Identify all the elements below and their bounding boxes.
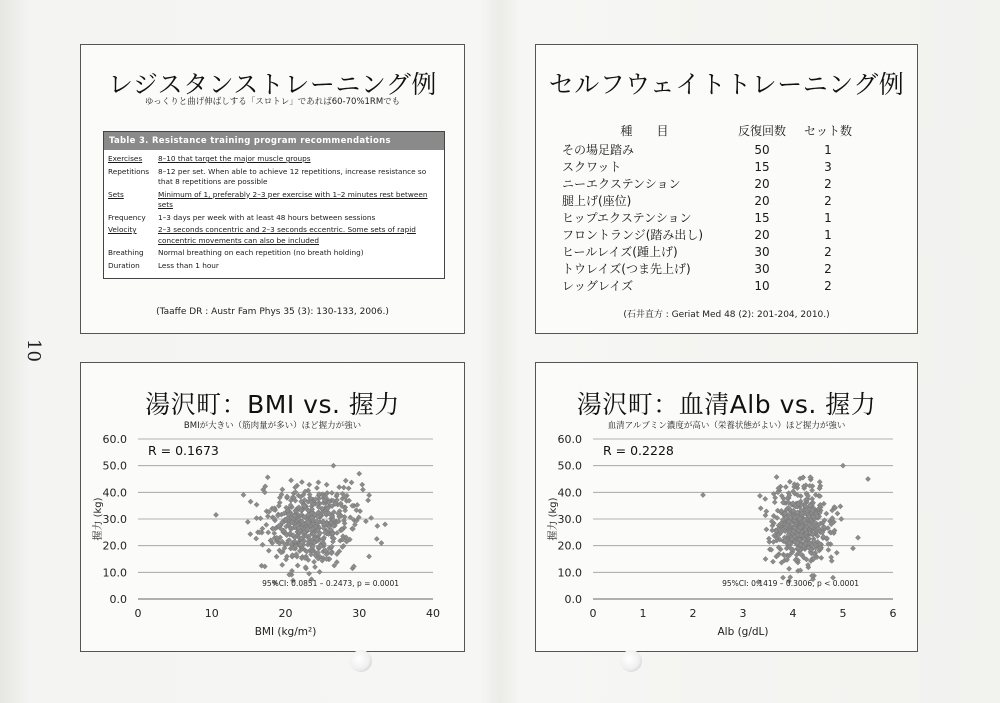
data-point (260, 542, 265, 547)
data-point (311, 559, 316, 564)
scatter-points (213, 463, 387, 585)
sets-value: 2 (824, 193, 832, 208)
row-key: Sets (108, 189, 124, 199)
data-point (266, 548, 271, 553)
data-point (839, 516, 844, 521)
data-point (307, 482, 312, 487)
row-value: Minimum of 1, preferably 2–3 per exercise with 1–2 minutes rest between sets (158, 189, 428, 209)
correlation-label: R = 0.1673 (148, 443, 219, 458)
slide-title: 湯沢町：血清Alb vs. 握力 (576, 390, 877, 419)
x-tick-label: 40 (426, 607, 440, 620)
slide-title: 湯沢町：BMI vs. 握力 (145, 390, 400, 419)
exercise-name: ヒップエクステンション (562, 211, 692, 225)
data-point (783, 484, 788, 489)
data-point (314, 485, 319, 490)
y-tick-label: 0.0 (109, 593, 127, 606)
sets-value: 2 (824, 176, 832, 191)
y-tick-label: 50.0 (557, 459, 582, 473)
data-point (316, 480, 321, 485)
row-key: Duration (108, 260, 140, 270)
data-point (369, 515, 374, 520)
y-tick-label: 60.0 (102, 433, 127, 446)
data-point (254, 502, 259, 507)
x-tick-label: 2 (689, 607, 697, 620)
sets-value: 2 (824, 278, 832, 293)
table-header-row (562, 119, 859, 141)
data-point (366, 554, 371, 559)
row-key: Frequency (108, 212, 146, 222)
y-tick-label: 20.0 (557, 539, 582, 553)
exercise-name: その場足踏み (562, 143, 635, 157)
sets-value: 1 (824, 142, 832, 157)
x-tick-label: 6 (889, 607, 897, 620)
data-point (274, 554, 279, 559)
reps-value: 15 (754, 210, 770, 225)
data-point (826, 547, 831, 552)
row-key: Exercises (108, 154, 143, 163)
data-point (324, 482, 329, 487)
citation: (Taaffe DR : Austr Fam Phys 35 (3): 130-133, 2006.) (156, 307, 389, 317)
data-point (375, 523, 380, 528)
x-tick-label: 4 (789, 607, 797, 620)
data-point (288, 478, 293, 483)
data-point (299, 479, 304, 484)
data-point (850, 546, 855, 551)
data-point (363, 519, 368, 524)
data-point (265, 514, 270, 519)
data-point (772, 500, 777, 505)
row-value: Less than 1 hour (158, 260, 219, 270)
sets-value: 1 (824, 210, 832, 225)
data-point (312, 564, 317, 569)
data-point (357, 471, 362, 476)
binding-hole (620, 650, 642, 672)
x-tick-label: 10 (204, 607, 219, 620)
row-value: 2–3 seconds concentric and 2–3 seconds eccentric. Some sets of rapid concentric movements can also be included (158, 225, 416, 245)
data-point (770, 559, 775, 564)
data-point (374, 536, 379, 541)
row-key: Velocity (108, 225, 137, 234)
reps-value: 50 (754, 142, 770, 157)
x-tick-label: 5 (839, 607, 847, 620)
reps-value: 20 (754, 176, 770, 191)
slide-alb-grip-chart (535, 362, 918, 652)
reps-value: 30 (754, 244, 770, 259)
page-number: 10 (22, 339, 44, 362)
y-tick-label: 40.0 (557, 486, 582, 500)
data-point (248, 499, 253, 504)
scatter-points (700, 463, 870, 585)
slide-selfweight-training (535, 44, 918, 334)
slide-resistance-training (80, 44, 465, 334)
table-row (104, 212, 444, 225)
table-body (104, 150, 444, 272)
table-row (562, 192, 859, 209)
x-tick-label: 1 (639, 607, 647, 620)
data-point (245, 519, 250, 524)
slide-title: レジスタンストレーニング例 (108, 70, 437, 99)
confidence-interval-label: 95%CI: 0.0851 – 0.2473, p = 0.0001 (262, 579, 399, 588)
y-axis-label: 握力 (kg) (93, 497, 104, 541)
data-point (349, 480, 354, 485)
binding-hole (350, 650, 372, 672)
data-point (764, 509, 769, 514)
data-point (254, 536, 259, 541)
x-tick-label: 0 (589, 607, 597, 620)
data-point (360, 487, 365, 492)
data-point (855, 535, 860, 540)
y-axis-label: 握力 (kg) (548, 497, 559, 541)
row-value: Normal breathing on each repetition (no breath holding) (158, 248, 364, 257)
table-row (562, 226, 859, 243)
row-value: 1–3 days per week with at least 48 hours between sessions (158, 212, 376, 222)
data-point (379, 540, 384, 545)
table-row (104, 247, 444, 260)
data-point (266, 530, 271, 535)
data-point (834, 550, 839, 555)
table-row (104, 260, 444, 273)
data-point (280, 487, 285, 492)
data-point (213, 512, 218, 517)
table-row (562, 141, 859, 158)
table-row (562, 209, 859, 226)
correlation-label: R = 0.2228 (603, 443, 674, 458)
table-row (562, 175, 859, 192)
x-tick-label: 0 (134, 607, 142, 620)
data-point (824, 511, 829, 516)
data-point (774, 474, 779, 479)
x-tick-label: 3 (739, 607, 747, 620)
data-point (366, 498, 371, 503)
data-point (317, 569, 322, 574)
row-value: 8–10 that target the major muscle groups (158, 154, 311, 163)
y-tick-label: 30.0 (102, 513, 127, 526)
table-row (562, 277, 859, 294)
y-tick-label: 60.0 (557, 433, 582, 446)
data-point (360, 482, 365, 487)
data-point (838, 504, 843, 509)
y-tick-label: 0.0 (564, 593, 582, 606)
table-row (104, 150, 444, 166)
data-point (241, 492, 246, 497)
table-header: Table 3. Resistance training program recommendations (104, 132, 444, 150)
data-point (835, 511, 840, 516)
data-point (757, 493, 762, 498)
slide-bmi-grip-chart (80, 362, 465, 652)
data-point (254, 516, 259, 521)
table-row (562, 260, 859, 277)
data-point (306, 571, 311, 576)
data-point (248, 531, 253, 536)
bmi-grip-scatter-chart (81, 363, 464, 651)
y-tick-label: 20.0 (102, 539, 127, 553)
row-key: Repetitions (108, 166, 150, 176)
row-key: Breathing (108, 248, 144, 257)
reps-value: 15 (754, 159, 770, 174)
data-point (758, 506, 763, 511)
slide-title: セルフウェイトトレーニング例 (548, 70, 905, 99)
data-point (763, 496, 768, 501)
row-value: 8–12 per set. When able to achieve 12 repetitions, increase resistance so that 8 repetitions are possible (158, 166, 427, 186)
data-point (770, 528, 775, 533)
table-row (104, 166, 444, 189)
data-point (331, 463, 336, 468)
sets-value: 3 (824, 159, 832, 174)
data-point (343, 478, 348, 483)
slide-subtitle: BMIが大きい（筋肉量が多い）ほど握力が強い (183, 421, 362, 431)
x-axis-label: Alb (g/dL) (717, 626, 769, 638)
data-point (865, 476, 870, 481)
data-point (787, 566, 792, 571)
slide-subtitle: 血清アルブミン濃度が高い（栄養状態がよい）ほど握力が強い (607, 421, 846, 431)
table-row (562, 158, 859, 175)
exercise-name: 腿上げ(座位) (562, 194, 632, 208)
reps-value: 20 (754, 193, 770, 208)
x-axis-label: BMI (kg/m²) (254, 626, 317, 638)
data-point (829, 555, 834, 560)
slide-subtitle: ゆっくりと曲げ伸ばしする「スロトレ」であれば60-70%1RMでも (144, 97, 401, 107)
data-point (819, 555, 824, 560)
exercise-name: ヒールレイズ(踵上げ) (562, 245, 678, 259)
data-point (817, 479, 822, 484)
alb-grip-scatter-chart (536, 363, 917, 651)
sets-value: 2 (824, 244, 832, 259)
data-point (329, 490, 334, 495)
data-point (763, 556, 768, 561)
data-point (787, 479, 792, 484)
exercise-name: ニーエクステンション (562, 177, 681, 191)
data-point (700, 492, 705, 497)
x-tick-label: 20 (278, 607, 293, 620)
data-point (764, 527, 769, 532)
exercise-name: スクワット (562, 160, 622, 174)
data-point (346, 486, 351, 491)
table-row (562, 243, 859, 260)
y-tick-label: 10.0 (557, 566, 582, 580)
y-tick-label: 50.0 (102, 459, 127, 473)
data-point (264, 522, 269, 527)
confidence-interval-label: 95%CI: 0.1419 – 0.3006, p < 0.0001 (722, 579, 859, 588)
exercise-name: フロントランジ(踏み出し) (562, 228, 704, 242)
y-tick-label: 10.0 (102, 566, 127, 580)
data-point (382, 522, 387, 527)
header-exercise: 種 目 (620, 123, 669, 138)
data-point (341, 485, 346, 490)
data-point (280, 562, 285, 567)
reps-value: 30 (754, 261, 770, 276)
data-point (367, 493, 372, 498)
y-tick-label: 40.0 (102, 486, 127, 500)
data-point (337, 485, 342, 490)
sets-value: 1 (824, 227, 832, 242)
exercise-name: レッグレイズ (562, 279, 634, 293)
table-row (104, 189, 444, 212)
header-reps: 反復回数 (737, 123, 786, 138)
data-point (295, 563, 300, 568)
data-point (810, 496, 815, 501)
reps-value: 10 (754, 278, 770, 293)
reps-value: 20 (754, 227, 770, 242)
citation: (石井直方 : Geriat Med 48 (2): 201-204, 2010.) (623, 310, 830, 320)
table-row (104, 224, 444, 247)
header-sets: セット数 (803, 123, 852, 138)
exercise-name: トウレイズ(つま先上げ) (562, 262, 691, 276)
sets-value: 2 (824, 261, 832, 276)
data-point (840, 463, 845, 468)
data-point (763, 513, 768, 518)
resistance-training-table (103, 131, 445, 279)
selfweight-table (562, 119, 859, 294)
data-point (265, 475, 270, 480)
x-tick-label: 30 (352, 607, 367, 620)
y-tick-label: 30.0 (557, 513, 582, 526)
